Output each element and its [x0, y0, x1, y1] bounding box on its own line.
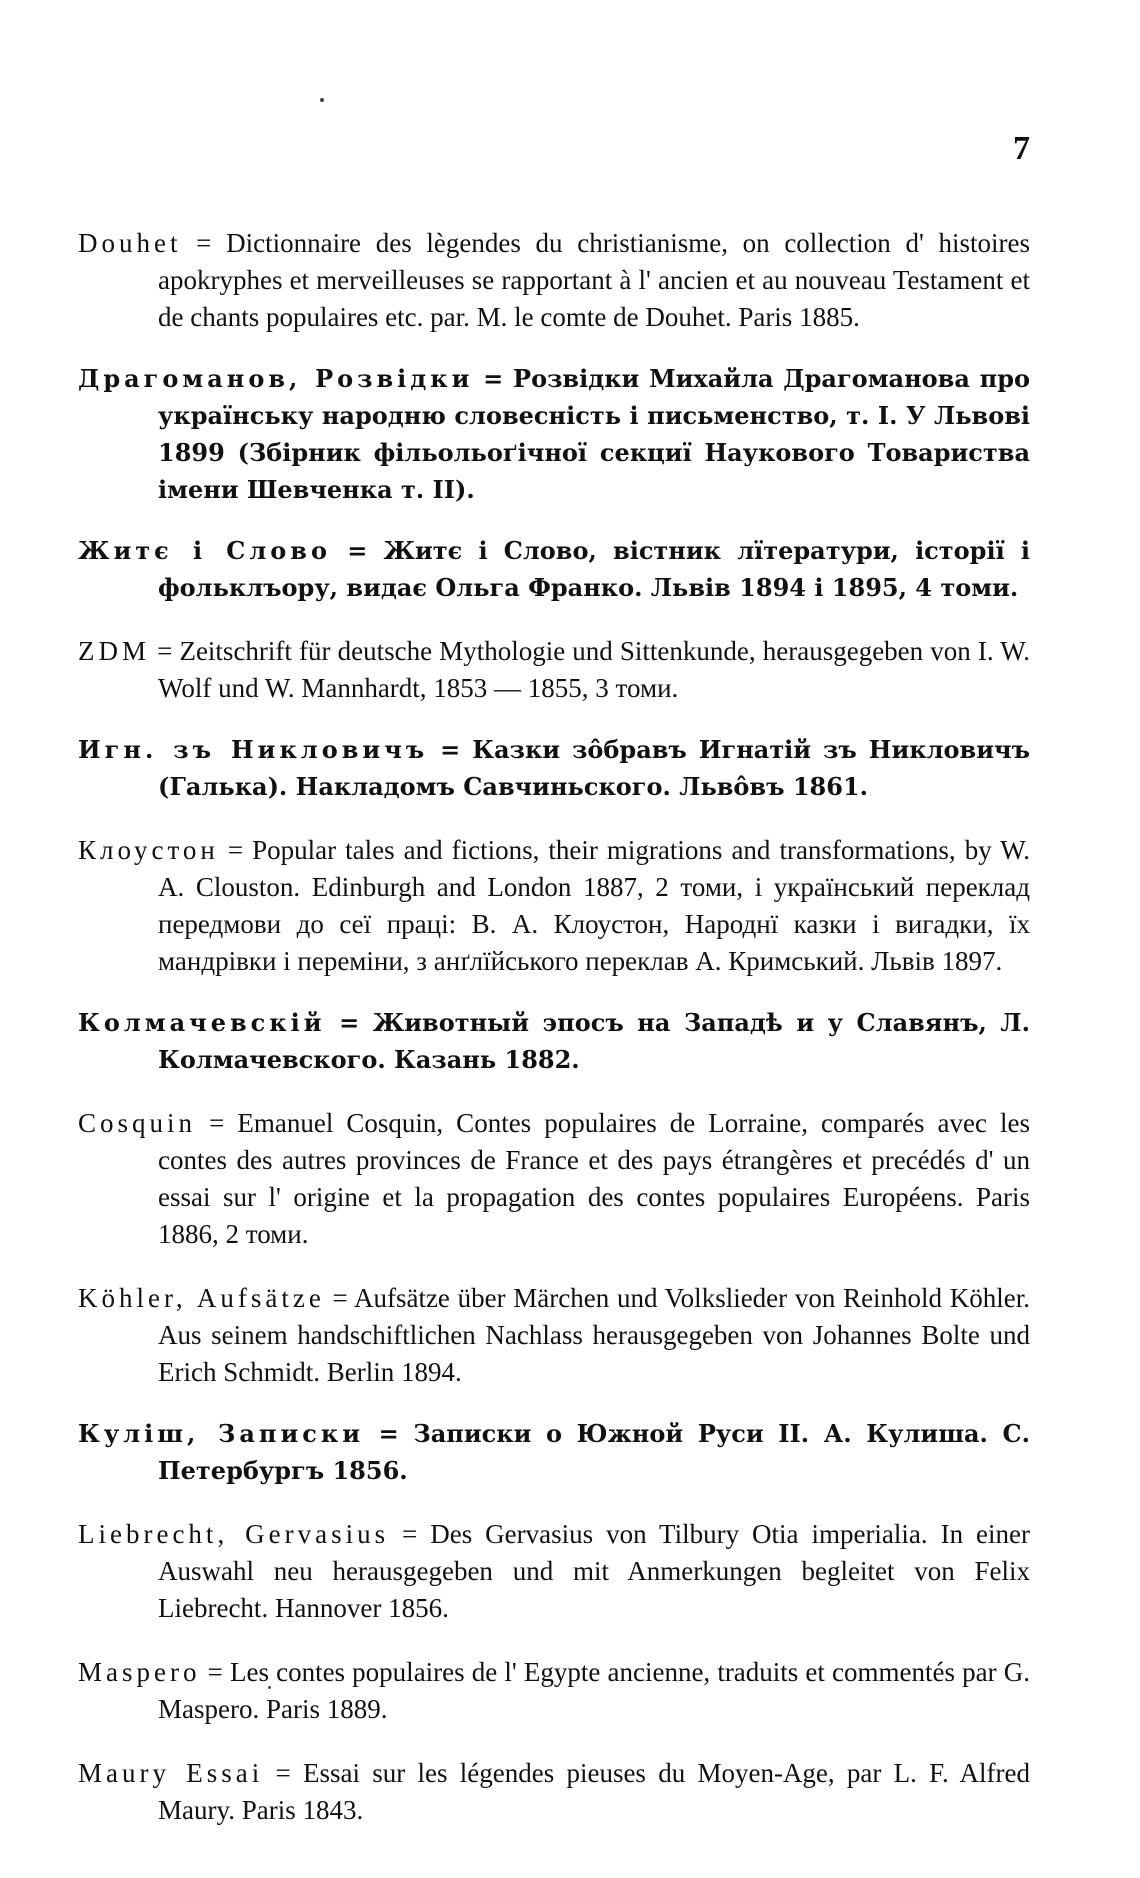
entry-text: Записки о Южной Руси II. А. Кулиша. С. Петербургъ 1856. — [158, 1419, 1030, 1485]
entry-key: Клоустон — [78, 835, 219, 865]
entry-text: Popular tales and fictions, their migrations and transformations, by W. A. Clouston. Edinburgh and London 1887, 2 томи, і український переклад передмови до сеї праці: В. А. Клоустон, Народнї казки і вигадки, їх мандрівки і переміни, з анґлїйського переклав А. Кримський. Львів 1897. — [158, 835, 1030, 976]
entry-text: Des Gervasius von Tilbury Otia imperialia. In einer Auswahl neu herausgegeben und mit Anmerkungen begleitet von Felix Liebrecht. Hannover 1856. — [158, 1519, 1030, 1623]
bibliography-entry — [78, 1004, 1030, 1078]
entry-text: Essai sur les légendes pieuses du Moyen-Age, par L. F. Alfred Maury. Paris 1843. — [158, 1758, 1030, 1825]
entry-separator: = — [263, 1758, 303, 1788]
entry-key: Житє і Слово — [78, 536, 331, 565]
bibliography-entry — [78, 1105, 1030, 1253]
bibliography-entry — [78, 532, 1030, 606]
bibliography-entry — [78, 1755, 1030, 1829]
entry-key: Куліш, Записки — [78, 1419, 364, 1448]
entry-key: Maury Essai — [78, 1758, 264, 1788]
bibliography-entry — [78, 1516, 1030, 1627]
entry-key: ZDM — [78, 636, 150, 666]
entry-key: Köhler, Aufsätze — [78, 1283, 325, 1313]
bibliography-entry — [78, 731, 1030, 805]
page-number: 7 — [1013, 130, 1030, 167]
entry-key: Драгоманов, Розвідки — [78, 364, 474, 393]
entry-text: Dictionnaire des lègendes du christianisme, on collection d' histoires apokryphes et merveilleuses se rapportant à l' ancien et au nouveau Testament et de chants populaires etc. par. M. le comte de Douhet. Paris 1885. — [158, 228, 1030, 332]
entry-separator: = — [218, 835, 253, 865]
bibliography-entry — [78, 225, 1030, 336]
entry-separator: = — [196, 1108, 238, 1138]
entry-separator: = — [324, 1283, 354, 1313]
bibliography-entry — [78, 1654, 1030, 1728]
bibliography-list — [78, 198, 1030, 1837]
entry-key: Колмачевскій — [78, 1008, 326, 1037]
bibliography-entry — [78, 633, 1030, 707]
entry-separator: = — [428, 735, 473, 764]
entry-text: Les contes populaires de l' Egypte ancienne, traduits et commentés par G. Maspero. Paris 1889. — [158, 1657, 1030, 1724]
print-speck — [320, 98, 324, 102]
entry-text: Житє і Слово, вістник лїтератури, історії і фольклъору, видає Ольга Франко. Львів 1894 і 1895, 4 томи. — [158, 536, 1031, 602]
bibliography-entry — [78, 360, 1030, 508]
entry-separator: = — [200, 1657, 230, 1687]
entry-text: Emanuel Cosquin, Contes populaires de Lorraine, comparés avec les contes des autres provinces de France et des pays étrangères et precédés d' un essai sur l' origine et la propagation des contes populaires Européens. Paris 1886, 2 томи. — [158, 1108, 1030, 1249]
entry-separator: = — [473, 364, 514, 393]
bibliography-entry — [78, 832, 1030, 980]
entry-key: Maspero — [78, 1657, 201, 1687]
entry-text: Aufsätze über Märchen und Volkslieder von Reinhold Köhler. Aus seinem handschiftlichen Nachlass herausgegeben von Johannes Bolte und Erich Schmidt. Berlin 1894. — [158, 1283, 1030, 1387]
entry-separator: = — [181, 228, 227, 258]
entry-separator: = — [150, 636, 180, 666]
entry-key: Liebrecht, Gervasius — [78, 1519, 390, 1549]
entry-text: Казки зôбравъ Игнатій зъ Никловичъ (Галька). Накладомъ Савчиньского. Львôвъ 1861. — [158, 735, 1030, 801]
entry-separator: = — [364, 1419, 414, 1448]
entry-separator: = — [325, 1008, 373, 1037]
entry-separator: = — [331, 536, 384, 565]
entry-text: Животный эпосъ на Западѣ и у Славянъ, Л. Колмачевского. Казань 1882. — [158, 1008, 1030, 1074]
entry-key: Игн. зъ Никловичъ — [78, 735, 429, 764]
bibliography-entry — [78, 1415, 1030, 1489]
entry-key: Cosquin — [78, 1108, 197, 1138]
entry-text: Zeitschrift für deutsche Mythologie und Sittenkunde, herausgegeben von I. W. Wolf und W. Mannhardt, 1853 — 1855, 3 томи. — [158, 636, 1030, 703]
entry-key: Douhet — [78, 228, 182, 258]
bibliography-entry — [78, 1280, 1030, 1391]
entry-separator: = — [389, 1519, 431, 1549]
entry-text: Розвідки Михайла Драгоманова про українську народню словесність і письменство, т. І. У Львові 1899 (Збірник фільольоґічної секциї Наукового Товариства імени Шевченка т. II). — [158, 364, 1030, 504]
